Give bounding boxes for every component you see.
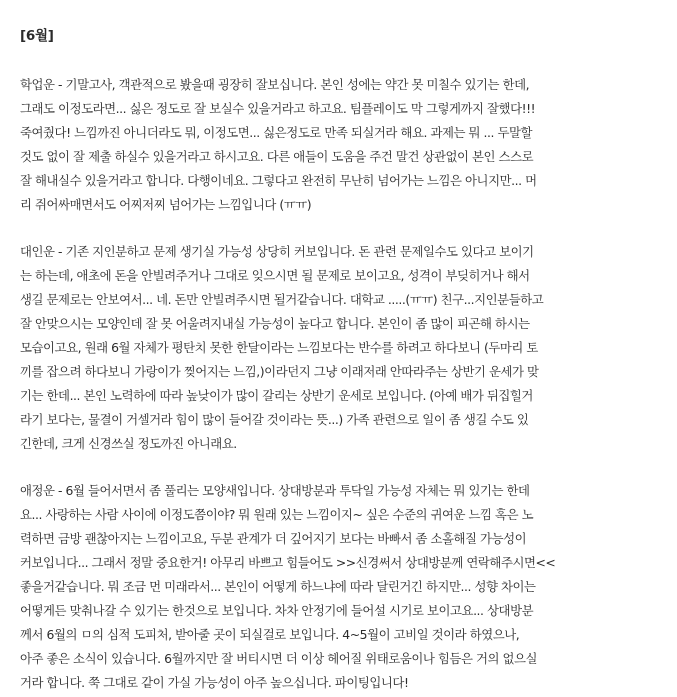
month-heading: [6월] bbox=[20, 28, 54, 44]
relationship-fortune-paragraph bbox=[20, 240, 672, 456]
paragraph-line: 좋을거같습니다. 뭐 조금 먼 미래라서... 본인이 어떻게 하느냐에 따라 달린거긴 하지만... 성향 차이는 bbox=[20, 579, 536, 594]
paragraph-line: 라기 보다는, 물결이 거셀거라 힘이 많이 들어갈 것이라는 뜻...) 가족 관련으로 일이 좀 생길 수도 있 bbox=[20, 412, 529, 427]
paragraph-line: 죽여줬다! 느낌까진 아니더라도 뭐, 이정도면... 싫은정도로 만족 되실거라 해요. 과제는 뭐 ... 두말할 bbox=[20, 125, 533, 140]
paragraph-line: 생길 문제로는 안보여서... 네. 돈만 안빌려주시면 될거같습니다. 대학교 .....(ㅠㅠ) 친구...지인분들하고 bbox=[20, 292, 544, 307]
paragraph-line: 거라 합니다. 쭉 그대로 같이 가실 가능성이 아주 높으십니다. 파이팅입니다! bbox=[20, 675, 409, 690]
paragraph-line: 모습이고요, 원래 6월 자체가 평탄치 못한 한달이라는 느낌보다는 반수를 하려고 하다보니 (두마리 토 bbox=[20, 340, 538, 355]
paragraph-line: 아주 좋은 소식이 있습니다. 6월까지만 잘 버티시면 더 이상 헤어질 위태로움이나 힘듬은 거의 없으실 bbox=[20, 651, 538, 666]
paragraph-line: 께서 6월의 ㅁ의 심적 도피처, 받아줄 곳이 되실걸로 보입니다. 4~5월이 고비일 것이라 하였으나, bbox=[20, 627, 520, 642]
paragraph-line: 는 하는데, 애초에 돈을 안빌려주거나 그대로 잊으시면 될 문제로 보이고요, 성격이 부딪히거나 해서 bbox=[20, 268, 530, 283]
paragraph-line: 학업운 - 기말고사, 객관적으로 봤을때 굉장히 잘보십니다. 본인 성에는 약간 못 미칠수 있기는 한데, bbox=[20, 77, 530, 92]
study-fortune-paragraph bbox=[20, 73, 672, 217]
paragraph-gap bbox=[20, 217, 672, 240]
paragraph-line: 잘 안맞으시는 모양인데 잘 못 어울려지내실 가능성이 높다고 합니다. 본인이 좀 많이 피곤해 하시는 bbox=[20, 316, 530, 331]
paragraph-line: 애정운 - 6월 들어서면서 좀 풀리는 모양새입니다. 상대방분과 투닥일 가능성 자체는 뭐 있기는 한데 bbox=[20, 483, 530, 498]
paragraph-line: 요... 사랑하는 사람 사이에 이정도쯤이야? 뭐 원래 있는 느낌이지~ 싶은 수준의 귀여운 느낌 혹은 노 bbox=[20, 507, 534, 522]
paragraph-line: 어떻게든 맞춰나갈 수 있기는 한것으로 보입니다. 차차 안정기에 들어설 시기로 보이고요... 상대방분 bbox=[20, 603, 534, 618]
paragraph-line: 긴한데, 크게 신경쓰실 정도까진 아니래요. bbox=[20, 436, 237, 451]
paragraph-line: 대인운 - 기존 지인분하고 문제 생기실 가능성 상당히 커보입니다. 돈 관련 문제일수도 있다고 보이기 bbox=[20, 244, 534, 259]
paragraph-gap bbox=[20, 456, 672, 479]
document-page bbox=[20, 26, 672, 695]
paragraph-line: 끼를 잡으려 하다보니 가랑이가 찢어지는 느낌,)이라던지 그냥 이래저래 안따라주는 상반기 운세가 맞 bbox=[20, 364, 539, 379]
paragraph-line: 커보입니다... 그래서 정말 중요한거! 아무리 바쁘고 힘들어도 >>신경써서 상대방분께 연락해주시면<< bbox=[20, 555, 556, 570]
paragraph-line: 력하면 금방 괜찮아지는 느낌이고요, 두분 관계가 더 깊어지기 보다는 바빠서 좀 소홀해질 가능성이 bbox=[20, 531, 527, 546]
paragraph-line: 잘 해내실수 있을거라고 합니다. 다행이네요. 그렇다고 완전히 무난히 넘어가는 느낌은 아니지만... 머 bbox=[20, 173, 537, 188]
love-fortune-paragraph bbox=[20, 479, 672, 695]
paragraph-line: 기는 한데... 본인 노력하에 따라 높낮이가 많이 갈리는 상반기 운세로 보입니다. (아예 배가 뒤집힐거 bbox=[20, 388, 533, 403]
paragraph-line: 것도 없이 잘 제출 하실수 있을거라고 하시고요. 다른 애들이 도움을 주건 말건 상관없이 본인 스스로 bbox=[20, 149, 534, 164]
paragraph-line: 리 쥐어싸매면서도 어찌저찌 넘어가는 느낌입니다 (ㅠㅠ) bbox=[20, 197, 312, 212]
paragraph-line: 그래도 이정도라면... 싫은 정도로 잘 보실수 있을거라고 하고요. 팀플레이도 막 그렇게까지 잘했다!!! bbox=[20, 101, 536, 116]
